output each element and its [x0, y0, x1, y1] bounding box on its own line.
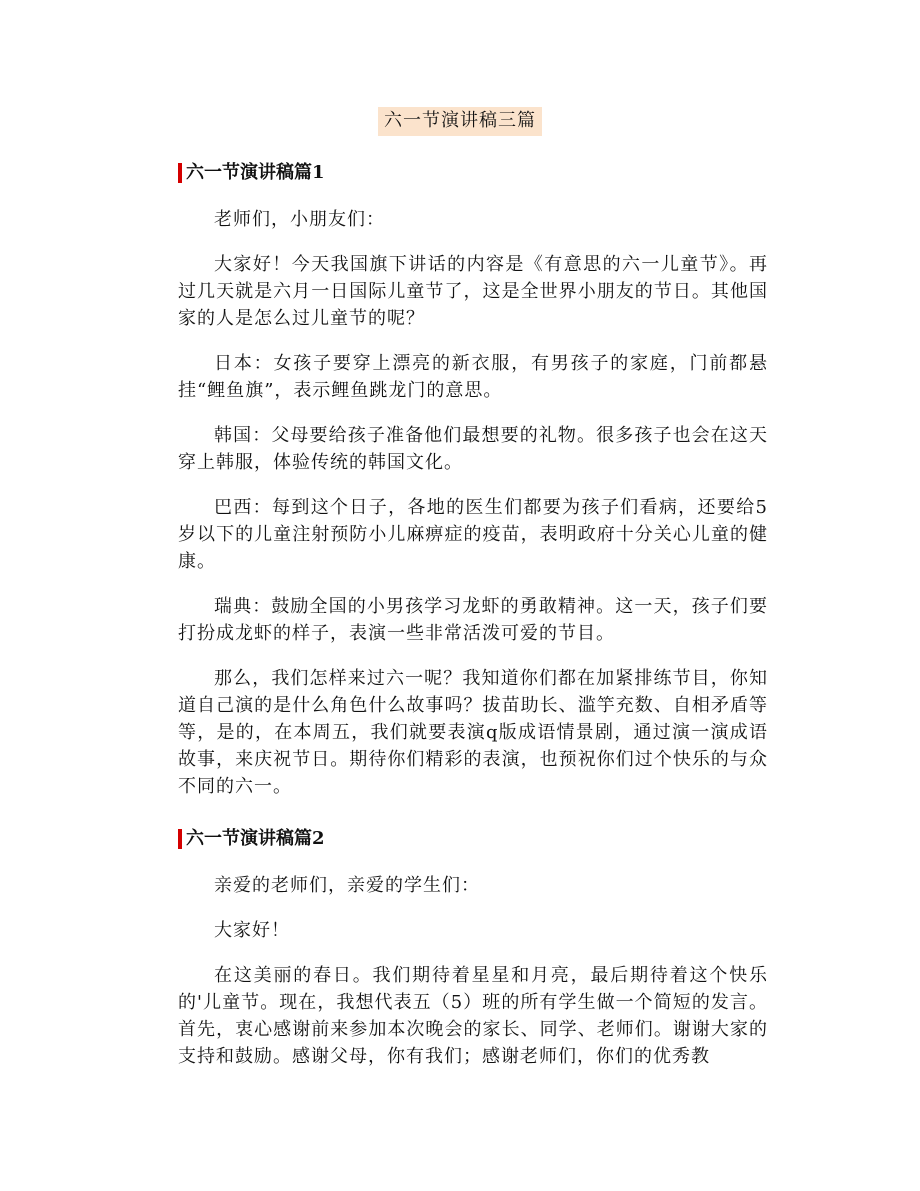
paragraph-salutation: 亲爱的老师们，亲爱的学生们： [214, 875, 480, 896]
document-title: 六一节演讲稿三篇 [378, 107, 542, 136]
section-heading-text: 六一节演讲稿篇2 [186, 828, 325, 849]
document-body [178, 152, 768, 1070]
paragraph: 韩国：父母要给孩子准备他们最想要的礼物。很多孩子也会在这天穿上韩服，体验传统的韩国文化。 [178, 425, 768, 473]
paragraph: 那么，我们怎样来过六一呢？我知道你们都在加紧排练节目，你知道自己演的是什么角色什么故事吗？拔苗助长、滥竽充数、自相矛盾等等，是的，在本周五，我们就要表演q版成语情景剧，通过演一演成语故事，来庆祝节日。期待你们精彩的表演，也预祝你们过个快乐的与众不同的六一。 [178, 668, 768, 797]
paragraph: 瑞典：鼓励全国的小男孩学习龙虾的勇敢精神。这一天，孩子们要打扮成龙虾的样子，表演一些非常活泼可爱的节目。 [178, 596, 768, 644]
paragraph: 巴西：每到这个日子，各地的医生们都要为孩子们看病，还要给5岁以下的儿童注射预防小儿麻痹症的疫苗，表明政府十分关心儿童的健康。 [178, 497, 768, 572]
paragraph: 在这美丽的春日。我们期待着星星和月亮，最后期待着这个快乐的'儿童节。现在，我想代表五（5）班的所有学生做一个简短的发言。首先，衷心感谢前来参加本次晚会的家长、同学、老师们。谢谢大家的支持和鼓励。感谢父母，你有我们；感谢老师们，你们的优秀教 [178, 965, 768, 1067]
paragraph: 日本：女孩子要穿上漂亮的新衣服，有男孩子的家庭，门前都悬挂“鲤鱼旗”，表示鲤鱼跳龙门的意思。 [178, 353, 768, 401]
section-heading-text: 六一节演讲稿篇1 [186, 162, 325, 183]
paragraph-salutation: 老师们，小朋友们： [214, 209, 385, 230]
heading-marker-icon [178, 829, 182, 849]
paragraph: 大家好！今天我国旗下讲话的内容是《有意思的六一儿童节》。再过几天就是六月一日国际儿童节了，这是全世界小朋友的节日。其他国家的人是怎么过儿童节的呢？ [178, 254, 768, 329]
paragraph-greeting: 大家好！ [214, 920, 290, 941]
section-heading-2 [178, 826, 768, 852]
section-heading-1 [178, 160, 768, 186]
heading-marker-icon [178, 163, 182, 183]
document-title-row [0, 107, 920, 136]
